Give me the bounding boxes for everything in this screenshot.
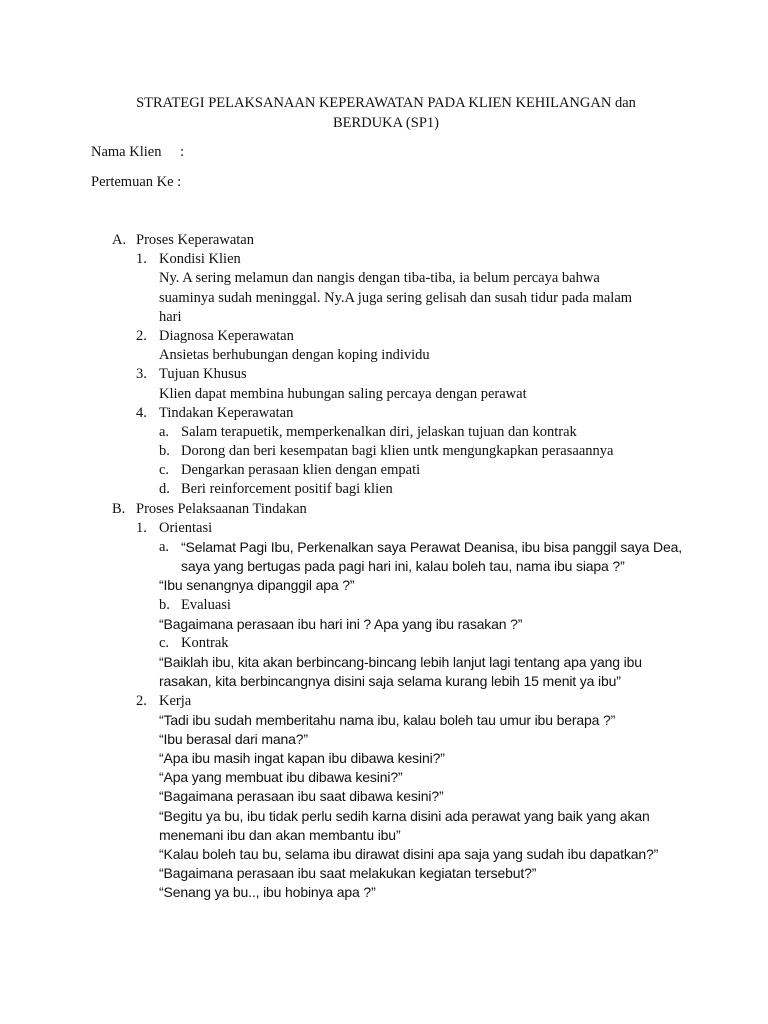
dialogue-line: “Apa ibu masih ingat kapan ibu dibawa kesini?” <box>159 750 445 767</box>
item-title: Tujuan Khusus <box>159 366 247 383</box>
section-title: Proses Pelaksaanan Tindakan <box>136 500 307 517</box>
section-a-heading <box>0 231 768 250</box>
list-marker: c. <box>159 462 170 479</box>
sub-item <box>0 538 768 557</box>
list-marker: 1. <box>136 251 147 268</box>
list-marker: 3. <box>136 366 147 383</box>
item-title: Diagnosa Keperawatan <box>159 327 294 344</box>
outline-list <box>0 231 768 903</box>
section-title: Proses Keperawatan <box>136 232 254 248</box>
paragraph-line: “Bagaimana perasaan ibu hari ini ? Apa yang ibu rasakan ?” <box>159 615 523 632</box>
paragraph-line: “Baiklah ibu, kita akan berbincang-bincang lebih lanjut lagi tentang apa yang ibu <box>159 654 642 671</box>
dialogue-line: “Begitu ya bu, ibu tidak perlu sedih karna disini ada perawat yang baik yang akan <box>159 807 650 824</box>
list-marker: 1. <box>136 519 147 536</box>
item-heading <box>0 365 768 384</box>
sub-item-text: Dengarkan perasaan klien dengan empati <box>181 462 421 479</box>
item-heading <box>0 692 768 711</box>
item-heading <box>0 519 768 538</box>
dialogue-line: “Tadi ibu sudah memberitahu nama ibu, kalau boleh tau umur ibu berapa ?” <box>159 711 616 728</box>
item-title: Kondisi Klien <box>159 251 241 268</box>
sub-item-text: Evaluasi <box>181 596 231 613</box>
list-marker: b. <box>159 596 170 613</box>
list-marker: 4. <box>136 404 147 421</box>
paragraph-line: hari <box>159 308 182 325</box>
list-marker: 2. <box>136 692 147 709</box>
nama-klien-label: Nama Klien <box>91 144 162 160</box>
list-marker: a. <box>159 423 170 440</box>
pertemuan-field <box>91 173 181 192</box>
list-marker: a. <box>159 539 170 555</box>
list-marker: A. <box>112 232 127 248</box>
section-b-heading <box>0 500 768 519</box>
dialogue-line: “Kalau boleh tau bu, selama ibu dirawat disini apa saja yang sudah ibu dapatkan?” <box>159 846 659 862</box>
pertemuan-label: Pertemuan Ke : <box>91 174 182 190</box>
list-marker: b. <box>159 443 170 460</box>
dialogue-line: “Ibu berasal dari mana?” <box>159 730 308 747</box>
title-line-2: BERDUKA (SP1) <box>333 115 439 131</box>
sub-item <box>0 596 768 615</box>
sub-item <box>0 634 768 653</box>
item-heading <box>0 327 768 346</box>
paragraph-line: rasakan, kita berbincangnya disini saja selama kurang lebih 15 menit ya ibu” <box>159 673 621 690</box>
sub-item <box>0 480 768 499</box>
item-heading <box>0 404 768 423</box>
dialogue-line: menemani ibu dan akan membantu ibu” <box>159 826 401 843</box>
item-title: Tindakan Keperawatan <box>159 404 294 421</box>
item-title: Orientasi <box>159 519 213 536</box>
paragraph-line: Klien dapat membina hubungan saling percaya dengan perawat <box>159 385 527 402</box>
dialogue-line: “Bagaimana perasaan ibu saat melakukan kegiatan tersebut?” <box>159 865 537 882</box>
list-marker: c. <box>159 634 170 651</box>
sub-item-text: Salam terapuetik, memperkenalkan diri, jelaskan tujuan dan kontrak <box>181 423 577 440</box>
dialogue-line: “Apa yang membuat ibu dibawa kesini?” <box>159 769 403 786</box>
sub-item <box>0 461 768 480</box>
dialogue-line: “Bagaimana perasaan ibu saat dibawa kesini?” <box>159 788 444 805</box>
nama-klien-colon: : <box>180 144 185 160</box>
sub-item-text: Beri reinforcement positif bagi klien <box>181 481 393 498</box>
list-marker: d. <box>159 481 170 498</box>
paragraph-line: Ny. A sering melamun dan nangis dengan tiba-tiba, ia belum percaya bahwa <box>159 270 600 287</box>
sub-item <box>0 442 768 461</box>
title-line-1: STRATEGI PELAKSANAAN KEPERAWATAN PADA KLIEN KEHILANGAN dan <box>136 95 636 111</box>
list-marker: 2. <box>136 327 147 344</box>
sub-item-text: “Selamat Pagi Ibu, Perkenalkan saya Perawat Deanisa, ibu bisa panggil saya Dea, <box>181 539 683 555</box>
item-title: Kerja <box>159 692 192 709</box>
sub-item-text: Kontrak <box>181 634 229 651</box>
dialogue-line: “Senang ya bu.., ibu hobinya apa ?” <box>159 884 376 901</box>
nama-klien-field <box>91 143 184 162</box>
list-marker: B. <box>112 500 126 517</box>
document-title <box>96 93 676 133</box>
sub-item <box>0 423 768 442</box>
paragraph-line: Ansietas berhubungan dengan koping individu <box>159 347 430 364</box>
sub-item-text: Dorong dan beri kesempatan bagi klien untk mengungkapkan perasaannya <box>181 443 614 460</box>
paragraph-line: saya yang bertugas pada pagi hari ini, kalau boleh tau, nama ibu siapa ?” <box>181 558 625 575</box>
paragraph-line: suaminya sudah meninggal. Ny.A juga sering gelisah dan susah tidur pada malam <box>159 289 633 306</box>
paragraph-line: “Ibu senangnya dipanggil apa ?” <box>159 577 355 594</box>
item-heading <box>0 250 768 269</box>
